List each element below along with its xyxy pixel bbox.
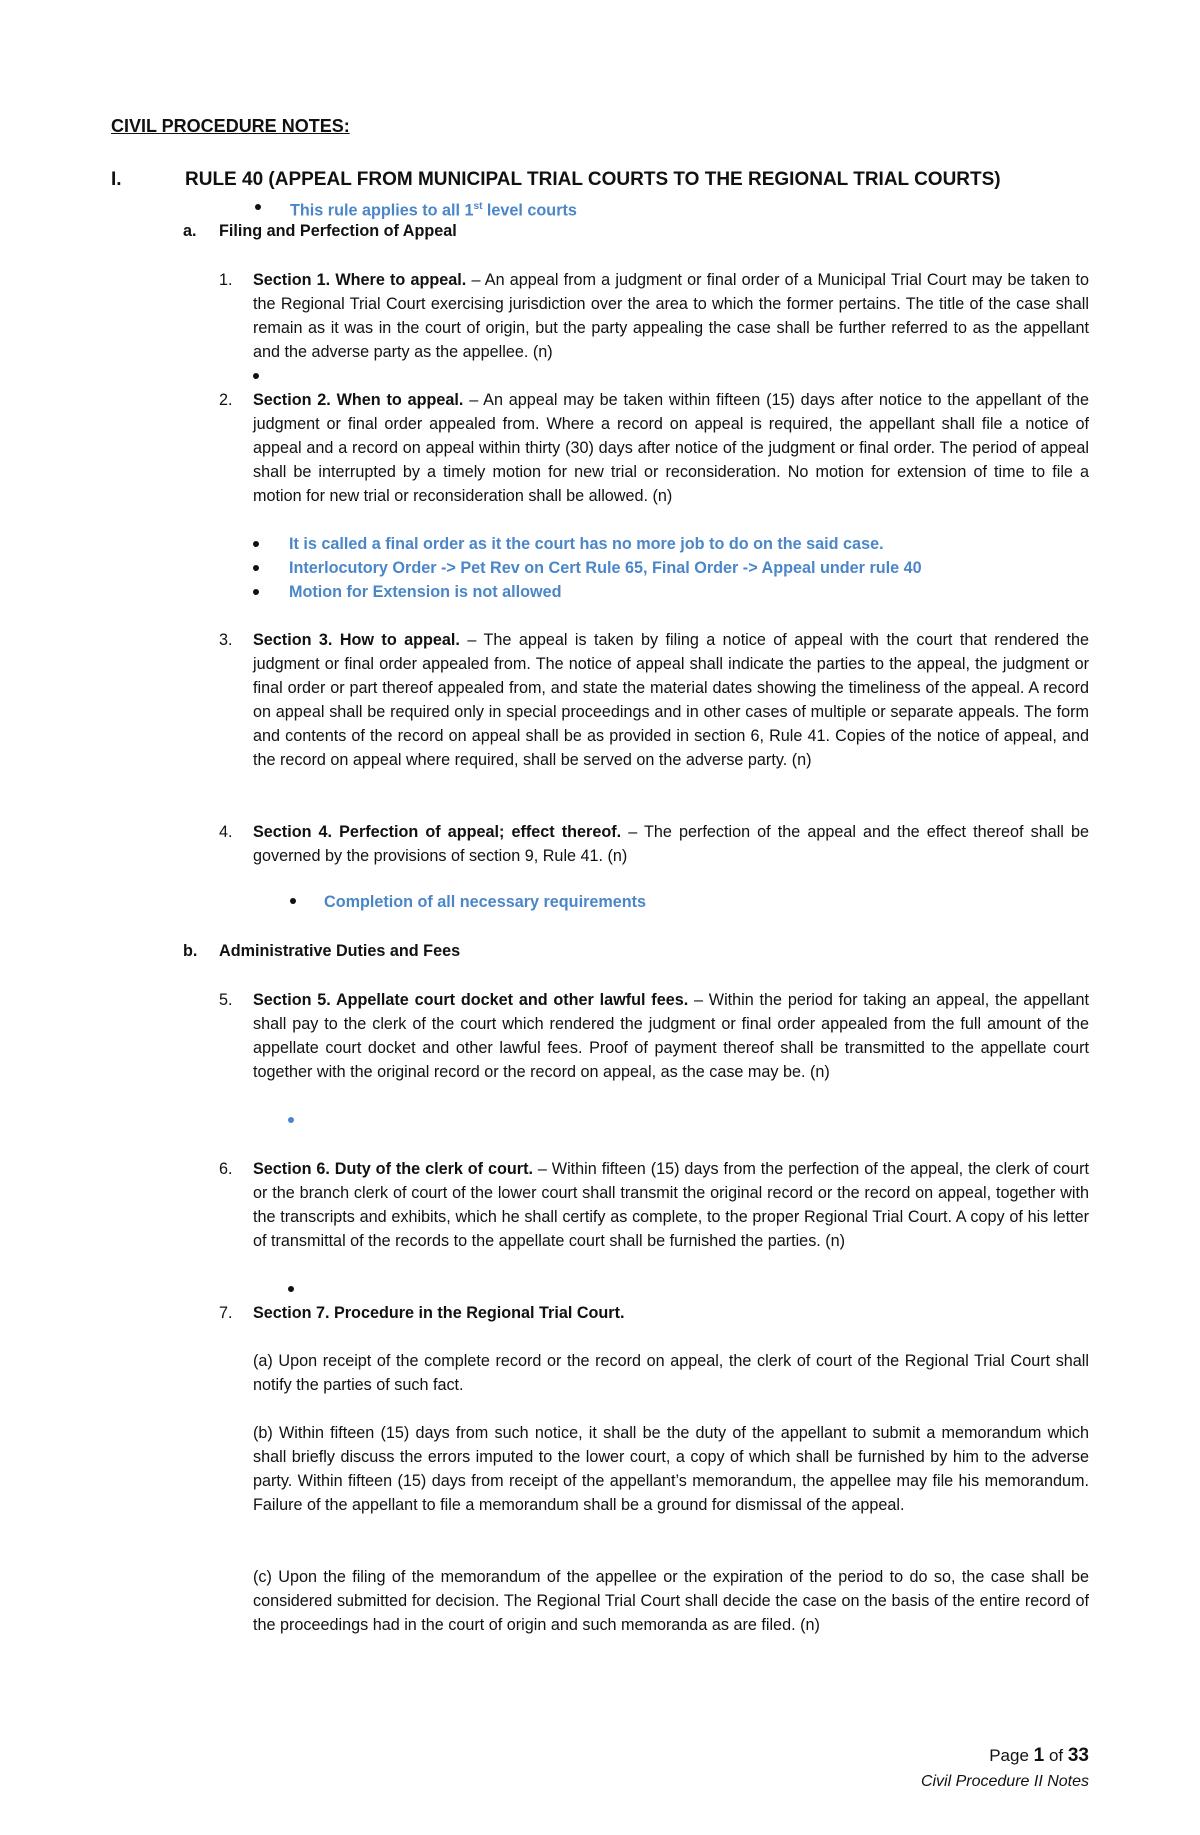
document-title: CIVIL PROCEDURE NOTES: [111, 116, 350, 136]
subsection-a-letter: a. [183, 222, 197, 240]
heading-number: I. [111, 169, 122, 190]
bullet-icon [253, 565, 259, 571]
section-2-paragraph: Section 2. When to appeal. – An appeal may be taken within fifteen (15) days after notice to the appellant of the judgment or final order appealed from. Where a record on appeal is required, the appellant shall file a notice of appeal and a record on appeal within thirty (30) days after notice of the judgment or final order. The period of appeal shall be interrupted by a timely motion for new trial or reconsideration. No motion for extension of time to file a motion for new trial or reconsideration shall be allowed. (n) [253, 391, 1089, 505]
section-7-para-c: (c) Upon the filing of the memorandum of the appellee or the expiration of the period to do so, the case shall be considered submitted for decision. The Regional Trial Court shall decide the case on the basis of the entire record of the proceedings had in the court of origin and such memoranda as are filed. (n) [253, 1568, 1089, 1634]
section-5-number: 5. [219, 991, 233, 1009]
page-number: Page 1 of 33 [989, 1745, 1089, 1766]
footer-note: Civil Procedure II Notes [920, 1773, 1089, 1790]
bullet-icon [288, 1286, 294, 1292]
section-5-paragraph: Section 5. Appellate court docket and other lawful fees. – Within the period for taking an appeal, the appellant shall pay to the clerk of the court which rendered the judgment or final order appealed from the full amount of the appellate court docket and other lawful fees. Proof of payment thereof shall be transmitted to the appellate court together with the original record or the record on appeal, as the case may be. (n) [253, 991, 1089, 1081]
section-2-number: 2. [219, 391, 233, 409]
section-4-heading: Section 4. Perfection of appeal; effect thereof. [253, 823, 622, 841]
bullet-icon [255, 204, 261, 210]
bullet-icon [253, 589, 259, 595]
section-3-number: 3. [219, 631, 233, 649]
section-2-note-2: Interlocutory Order -> Pet Rev on Cert Rule 65, Final Order -> Appeal under rule 40 [289, 559, 922, 577]
section-7-para-a: (a) Upon receipt of the complete record or the record on appeal, the clerk of court of the Regional Trial Court shall notify the parties of such fact. [253, 1352, 1089, 1394]
section-6-number: 6. [219, 1160, 233, 1178]
section-1-number: 1. [219, 271, 233, 289]
section-6-heading: Section 6. Duty of the clerk of court. [253, 1160, 533, 1178]
section-4-note: Completion of all necessary requirements [324, 893, 647, 911]
section-3-paragraph: Section 3. How to appeal. – The appeal is taken by filing a notice of appeal with the court that rendered the judgment or final order appealed from. The notice of appeal shall indicate the parties to the appeal, the judgment or final order or part thereof appealed from, and state the material dates showing the timeliness of the appeal. A record on appeal shall be required only in special proceedings and in other cases of multiple or separate appeals. The form and contents of the record on appeal shall be as provided in section 6, Rule 41. Copies of the notice of appeal, and the record on appeal where required, shall be served on the adverse party. (n) [253, 631, 1090, 769]
section-6-paragraph: Section 6. Duty of the clerk of court. – Within fifteen (15) days from the perfection of the appeal, the clerk of court or the branch clerk of court of the lower court shall transmit the original record or the record on appeal, together with the transcripts and exhibits, which he shall certify as complete, to the proper Regional Trial Court. A copy of his letter of transmittal of the records to the appellate court shall be furnished the parties. (n) [253, 1160, 1090, 1250]
section-7-para-b: (b) Within fifteen (15) days from such notice, it shall be the duty of the appellant to submit a memorandum which shall briefly discuss the errors imputed to the lower court, a copy of which shall be furnished by him to the adverse party. Within fifteen (15) days from receipt of the appellant’s memorandum, the appellee may file his memorandum. Failure of the appellant to file a memorandum shall be a ground for dismissal of the appeal. [253, 1424, 1089, 1514]
section-2-note-3: Motion for Extension is not allowed [289, 583, 562, 601]
bullet-icon [288, 1117, 294, 1123]
subsection-a-label: Filing and Perfection of Appeal [219, 222, 457, 240]
bullet-icon [290, 898, 296, 904]
bullet-icon [253, 373, 259, 379]
section-5-heading: Section 5. Appellate court docket and other lawful fees. [253, 991, 689, 1009]
section-2-note-1: It is called a final order as it the court has no more job to do on the said case. [289, 535, 884, 553]
subsection-b-label: Administrative Duties and Fees [219, 942, 461, 960]
section-1-paragraph: Section 1. Where to appeal. – An appeal from a judgment or final order of a Municipal Trial Court may be taken to the Regional Trial Court exercising jurisdiction over the area to which the former pertains. The title of the case shall remain as it was in the court of origin, but the party appealing the case shall be further referred to as the appellant and the adverse party as the appellee. (n) [253, 271, 1089, 361]
intro-note: This rule applies to all 1st level courts [290, 201, 577, 220]
section-1-heading: Section 1. Where to appeal. [253, 271, 467, 289]
section-7-number: 7. [219, 1304, 233, 1322]
bullet-icon [253, 541, 259, 547]
section-7-heading: Section 7. Procedure in the Regional Trial Court. [253, 1304, 625, 1322]
section-4-number: 4. [219, 823, 233, 841]
section-4-paragraph: Section 4. Perfection of appeal; effect thereof. – The perfection of the appeal and the effect thereof shall be governed by the provisions of section 9, Rule 41. (n) [253, 823, 1089, 865]
section-2-heading: Section 2. When to appeal. [253, 391, 464, 409]
heading-rule-40: RULE 40 (APPEAL FROM MUNICIPAL TRIAL COURTS TO THE REGIONAL TRIAL COURTS) [185, 169, 1001, 190]
subsection-b-letter: b. [183, 942, 198, 960]
section-7-heading-line [253, 1301, 1089, 1325]
section-3-heading: Section 3. How to appeal. [253, 631, 460, 649]
